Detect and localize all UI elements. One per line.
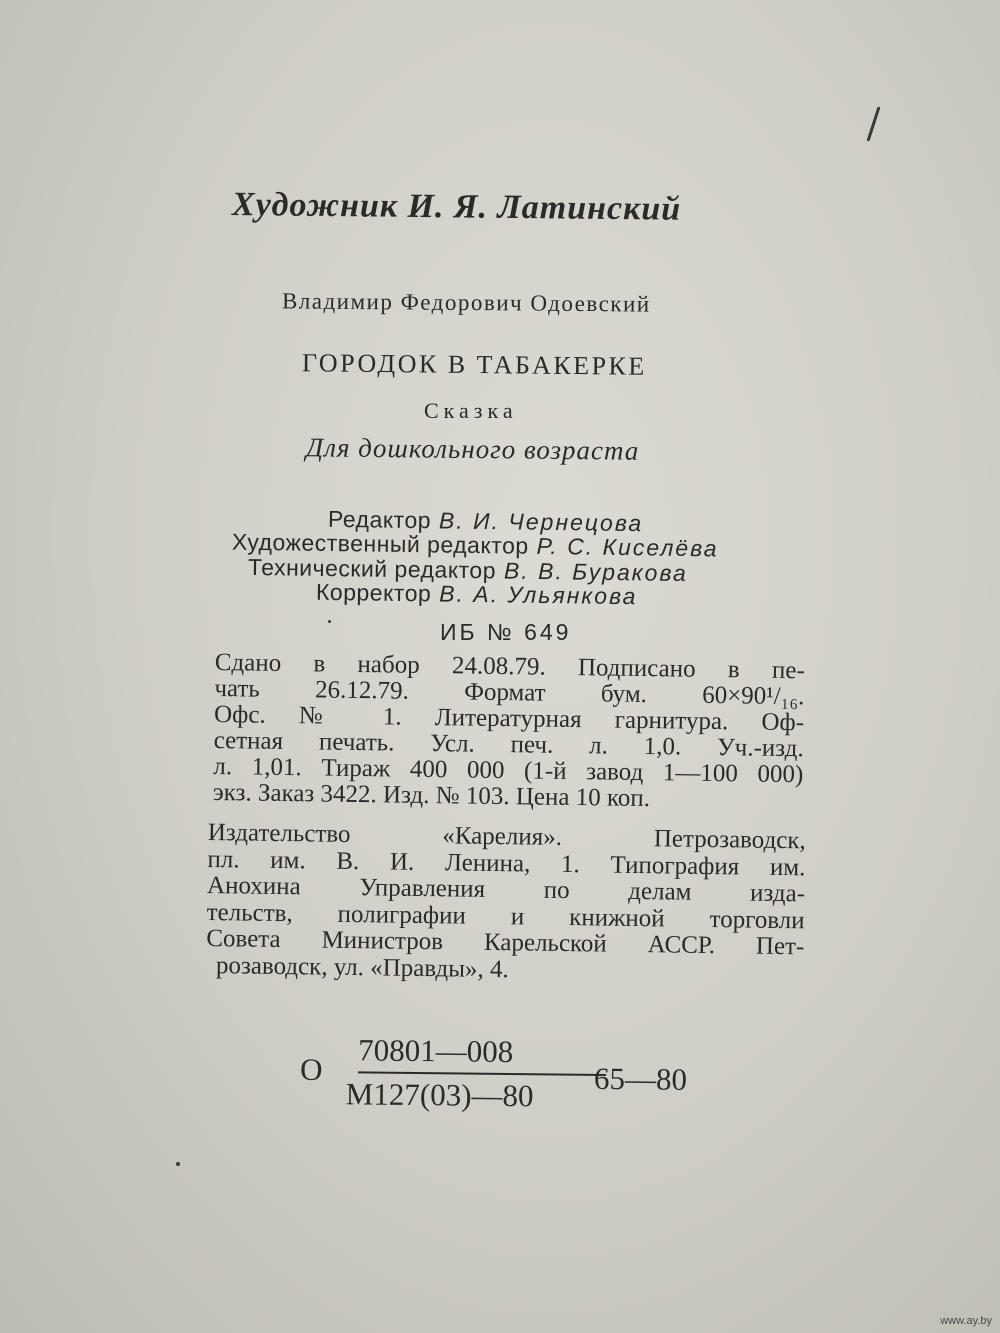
publisher-line: Анохина Управления по делам изда-	[206, 871, 806, 908]
audience-label: Для дошкольного возраста	[305, 432, 640, 466]
ink-dot	[328, 620, 331, 623]
catalog-index-code	[300, 1028, 721, 1122]
publisher-line: Совета Министров Карельской АССР. Пет-	[206, 924, 805, 961]
print-details-line: л. 1,01. Тираж 400 000 (1-й завод 1—100 000)	[213, 752, 804, 789]
publisher-line: Издательство «Карелия». Петрозаводск,	[207, 819, 806, 855]
publisher-details	[206, 820, 806, 987]
print-details-line: Офс. № 1. Литературная гарнитура. Оф-	[213, 700, 805, 737]
artist-credit: Художник И. Я. Латинский	[231, 186, 682, 228]
fraction-bar	[358, 1071, 606, 1076]
index-numerator: 70801—008	[358, 1032, 514, 1070]
credit-person: В. И. Чернецова	[438, 507, 644, 537]
credit-role: Художественный редактор	[231, 528, 529, 559]
print-details	[213, 650, 805, 814]
book-title: ГОРОДОК В ТАБАКЕРКЕ	[301, 348, 647, 381]
credit-person: В. В. Буракова	[503, 557, 688, 587]
ib-number: ИБ № 649	[440, 619, 572, 645]
print-details-line: экз. Заказ 3422. Изд. № 103. Цена 10 коп.	[212, 778, 651, 813]
publisher-line: пл. им. В. И. Ленина, 1. Типография им.	[207, 845, 806, 881]
print-details-line: сетная печать. Усл. печ. л. 1,0. Уч.-изд.	[213, 726, 804, 763]
credit-person: В. А. Ульянкова	[439, 580, 638, 610]
publisher-line: тельств, полиграфии и книжной торговли	[206, 898, 805, 934]
print-details-line: Сдано в набор 24.08.79. Подписано в пе-	[214, 649, 805, 685]
index-suffix: 65—80	[593, 1060, 688, 1097]
author-name: Владимир Федорович Одоевский	[281, 288, 651, 317]
site-watermark: www.ay.by	[940, 1315, 992, 1327]
credit-role: Корректор	[315, 578, 432, 607]
credit-role: Редактор	[327, 505, 432, 534]
index-denominator: М127(03)—80	[345, 1076, 534, 1114]
print-details-line: чать 26.12.79. Формат бум. 60×90¹/₁₆.	[214, 674, 805, 711]
pen-mark	[867, 106, 881, 141]
ink-dot	[176, 1162, 180, 1166]
genre-label: Сказка	[424, 398, 518, 423]
credit-line	[316, 579, 638, 610]
index-letter: О	[299, 1051, 323, 1088]
credit-person: Р. С. Киселёва	[536, 532, 719, 562]
credit-role: Технический редактор	[247, 553, 497, 584]
publisher-line: розаводск, ул. «Правды», 4.	[215, 951, 509, 983]
